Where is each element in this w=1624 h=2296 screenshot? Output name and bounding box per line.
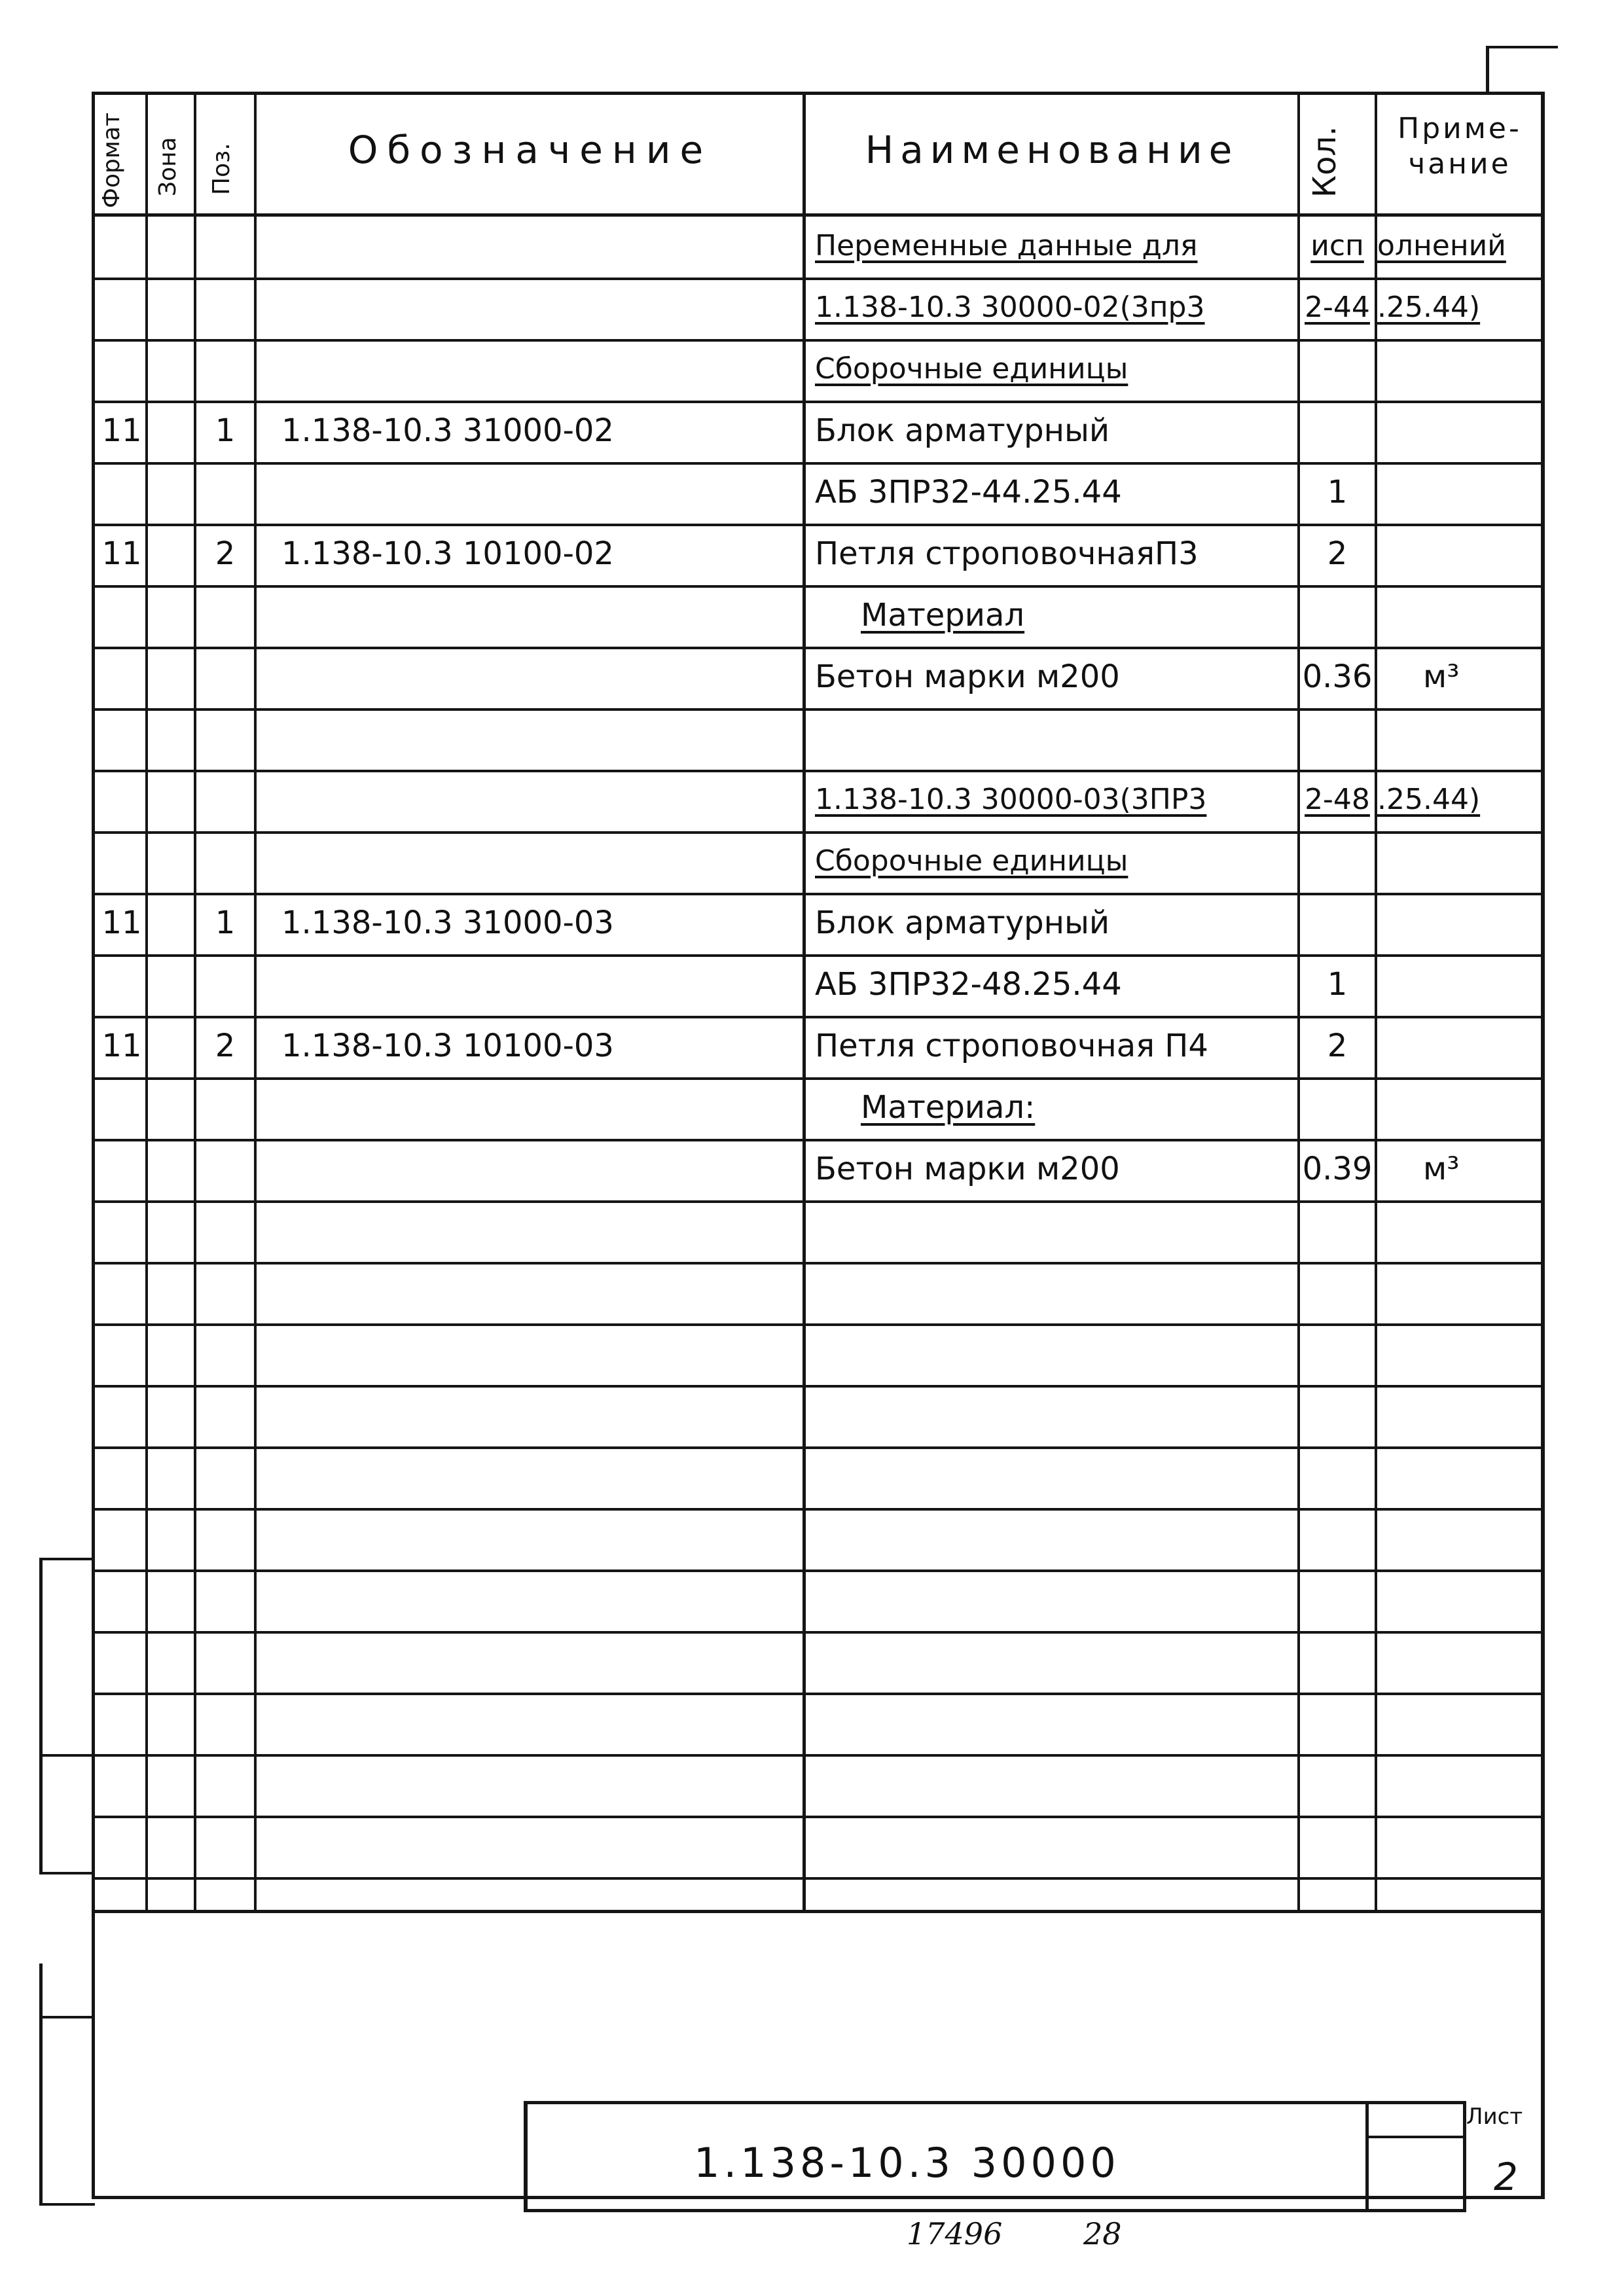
binding-strip-tick: [39, 1558, 95, 1560]
row-format: 11: [101, 412, 142, 449]
header-divider: [92, 213, 1545, 217]
header-note-line2: чание: [1408, 147, 1511, 181]
header-designation: Обозначение: [348, 128, 713, 172]
binding-strip-tick: [39, 2203, 95, 2206]
row-name: Переменные данные для: [815, 229, 1198, 262]
row-note: м³: [1423, 658, 1460, 695]
sheet-number: 2: [1494, 2155, 1518, 2199]
row-position: 2: [215, 535, 236, 572]
row-quantity: 0.39: [1302, 1151, 1373, 1187]
header-format: Формат: [98, 112, 125, 208]
binding-strip-line: [39, 1558, 43, 1872]
row-separator: [92, 1877, 1545, 1880]
row-separator: [92, 1385, 1545, 1388]
row-name: АБ 3ПР32-44.25.44: [815, 474, 1122, 511]
corner-mark: [1486, 46, 1558, 48]
row-separator: [92, 1200, 1545, 1203]
row-separator: [92, 831, 1545, 834]
row-quantity: 2-48: [1305, 783, 1370, 816]
row-separator: [92, 1077, 1545, 1080]
row-name: Блок арматурный: [815, 905, 1110, 941]
row-name: Материал:: [861, 1089, 1036, 1126]
row-quantity: 1: [1327, 474, 1348, 511]
row-note: .25.44): [1377, 783, 1481, 816]
row-quantity: 2-44: [1305, 291, 1370, 324]
header-qty: Кол.: [1307, 126, 1343, 198]
row-designation: 1.138-10.3 31000-03: [281, 905, 614, 941]
row-name: Сборочные единицы: [815, 844, 1128, 878]
col-line-pos: [254, 92, 257, 1911]
row-quantity: 0.36: [1302, 658, 1373, 695]
row-position: 1: [215, 905, 236, 941]
row-name: Сборочные единицы: [815, 352, 1128, 386]
row-separator: [92, 1631, 1545, 1634]
row-separator: [92, 1262, 1545, 1265]
row-separator: [92, 1693, 1545, 1695]
row-note: .25.44): [1377, 291, 1481, 324]
row-separator: [92, 893, 1545, 895]
row-format: 11: [101, 905, 142, 941]
table-bottom-line: [92, 1910, 1545, 1913]
row-name: 1.138-10.3 30000-03(3ПР3: [815, 783, 1207, 816]
row-separator: [92, 524, 1545, 526]
binding-strip-line: [39, 1964, 43, 2206]
row-separator: [92, 770, 1545, 772]
row-separator: [92, 1508, 1545, 1511]
col-line-zone: [194, 92, 196, 1911]
row-name: Бетон марки м200: [815, 658, 1120, 695]
title-block-sheet-line: [1365, 2136, 1464, 2138]
col-line-format: [145, 92, 148, 1911]
row-separator: [92, 462, 1545, 465]
row-separator: [92, 1570, 1545, 1572]
row-designation: 1.138-10.3 31000-02: [281, 412, 614, 449]
col-line-designation: [803, 92, 806, 1911]
row-name: АБ 3ПР32-48.25.44: [815, 966, 1122, 1003]
row-separator: [92, 339, 1545, 342]
row-separator: [92, 278, 1545, 280]
row-quantity: исп: [1310, 229, 1364, 262]
header-pos: Поз.: [208, 143, 235, 195]
sheet-label: Лист: [1466, 2104, 1523, 2130]
row-format: 11: [101, 1028, 142, 1064]
corner-mark: [1486, 46, 1489, 93]
row-separator: [92, 1754, 1545, 1757]
row-separator: [92, 954, 1545, 957]
header-note: [1377, 111, 1542, 182]
archive-page: 28: [1083, 2216, 1122, 2251]
row-name: Петля строповочнаяП3: [815, 535, 1199, 572]
binding-strip-tick: [39, 1754, 95, 1757]
row-separator: [92, 1323, 1545, 1326]
binding-strip-tick: [39, 1872, 95, 1874]
row-position: 1: [215, 412, 236, 449]
row-designation: 1.138-10.3 10100-03: [281, 1028, 614, 1064]
header-name: Наименование: [865, 128, 1239, 172]
row-separator: [92, 1446, 1545, 1449]
row-name: Блок арматурный: [815, 412, 1110, 449]
document-code: 1.138-10.3 30000: [694, 2139, 1120, 2187]
row-separator: [92, 1816, 1545, 1818]
row-separator: [92, 585, 1545, 588]
col-line-qty: [1375, 92, 1377, 1911]
row-quantity: 1: [1327, 966, 1348, 1003]
row-format: 11: [101, 535, 142, 572]
row-quantity: 2: [1327, 1028, 1348, 1064]
header-zone: Зона: [154, 137, 181, 196]
row-note: олнений: [1377, 229, 1506, 262]
row-designation: 1.138-10.3 10100-02: [281, 535, 614, 572]
row-separator: [92, 708, 1545, 711]
header-note-line1: Приме-: [1398, 112, 1522, 145]
title-block-divider: [1365, 2104, 1369, 2209]
row-separator: [92, 1139, 1545, 1141]
row-name: 1.138-10.3 30000-02(3пр3: [815, 291, 1205, 324]
row-name: Бетон марки м200: [815, 1151, 1120, 1187]
row-position: 2: [215, 1028, 236, 1064]
row-name: Материал: [861, 597, 1025, 634]
row-name: Петля строповочная П4: [815, 1028, 1208, 1064]
binding-strip-tick: [39, 2016, 95, 2018]
row-separator: [92, 401, 1545, 403]
row-separator: [92, 647, 1545, 649]
row-separator: [92, 1016, 1545, 1018]
row-quantity: 2: [1327, 535, 1348, 572]
archive-number: 17496: [907, 2216, 1003, 2251]
row-note: м³: [1423, 1151, 1460, 1187]
